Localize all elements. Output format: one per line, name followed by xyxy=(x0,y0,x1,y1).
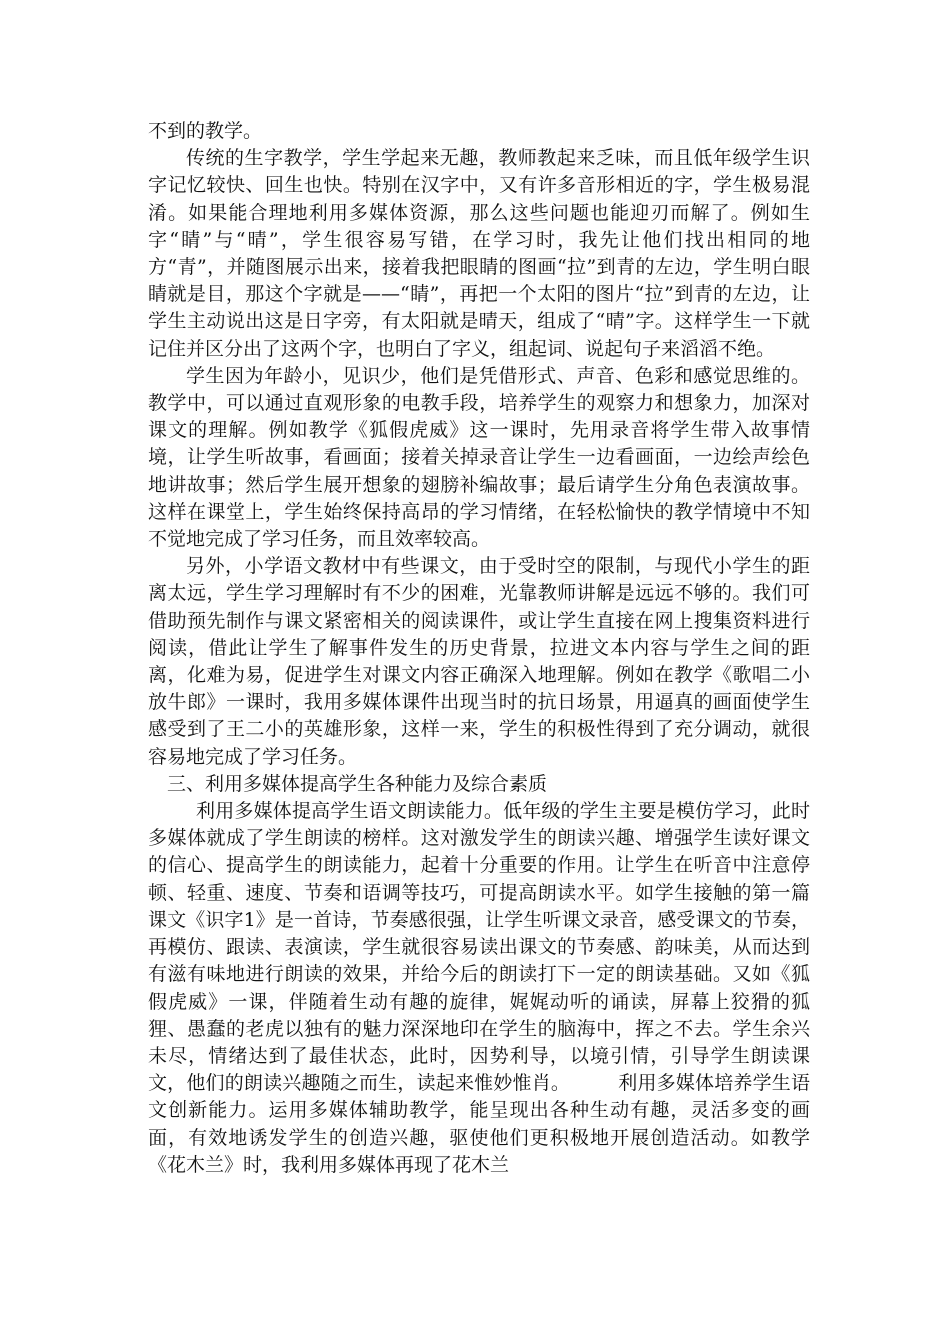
section-heading-three: 三、利用多媒体提高学生各种能力及综合素质 xyxy=(167,772,548,795)
paragraph-continuation: 不到的教学。 xyxy=(148,120,263,142)
paragraph-visual-imagery: 学生因为年龄小，见识少，他们是凭借形式、声音、色彩和感觉思维的。教学中，可以通过直观形象的电教手段，培养学生的观察力和想象力，加深对课文的理解。例如教学《狐假虎威》这一课时，先用录音将学生带入故事情境，让学生听故事，看画面；接着关掉录音让学生一边看画面，一边绘声绘色地讲故事；然后学生展开想象的翅膀补编故事；最后请学生分角色表演故事。这样在课堂上，学生始终保持高昂的学习情绪，在轻松愉快的教学情境中不知不觉地完成了学习任务，而且效率较高。 xyxy=(148,364,810,551)
document-page xyxy=(148,118,810,1179)
paragraph-distance-reading: 另外，小学语文教材中有些课文，由于受时空的限制，与现代小学生的距离太远，学生学习理解时有不少的困难，光靠教师讲解是远远不够的。我们可借助预先制作与课文紧密相关的阅读课件，或让学生直接在网上搜集资料进行阅读，借此让学生了解事件发生的历史背景，拉进文本内容与学生之间的距离，化难为易，促进学生对课文内容正确深入地理解。例如在教学《歌唱二小放牛郎》一课时，我用多媒体课件出现当时的抗日场景，用逼真的画面使学生感受到了王二小的英雄形象，这样一来，学生的积极性得到了充分调动，就很容易地完成了学习任务。 xyxy=(148,555,810,768)
paragraph-reading-ability xyxy=(148,798,810,1179)
creativity-ability-text: 利用多媒体培养学生语文创新能力。运用多媒体辅助教学，能呈现出各种生动有趣，灵活多变的画面，有效地诱发学生的创造兴趣，驱使他们更积极地开展创造活动。如教学《花木兰》时，我利用多媒体再现了花木兰 xyxy=(148,1072,810,1176)
reading-ability-text: 利用多媒体提高学生语文朗读能力。低年级的学生主要是模仿学习，此时多媒体就成了学生朗读的榜样。这对激发学生的朗读兴趣、增强学生读好课文的信心、提高学生的朗读能力，起着十分重要的作用。让学生在听音中注意停顿、轻重、速度、节奏和语调等技巧，可提高朗读水平。如学生接触的第一篇课文《识字1》是一首诗，节奏感很强，让学生听课文录音，感受课文的节奏，再模仿、跟读、表演读，学生就很容易读出课文的节奏感、韵味美，从而达到有滋有味地进行朗读的效果，并给今后的朗读打下一定的朗读基础。又如《狐假虎威》一课，伴随着生动有趣的旋律，娓娓动听的诵读，屏幕上狡猾的狐狸、愚蠢的老虎以独有的魅力深深地印在学生的脑海中，挥之不去。学生余兴未尽，情绪达到了最佳状态，此时，因势利导，以境引情，引导学生朗读课文，他们的朗读兴趣随之而生，读起来惟妙惟肖。 xyxy=(148,800,810,1095)
paragraph-character-teaching: 传统的生字教学，学生学起来无趣，教师教起来乏味，而且低年级学生识字记忆较快、回生也快。特别在汉字中，又有许多音形相近的字，学生极易混淆。如果能合理地利用多媒体资源，那么这些问题也能迎刃而解了。例如生字“睛”与“晴”，学生很容易写错，在学习时，我先让他们找出相同的地方“青”，并随图展示出来，接着我把眼睛的图画“拉”到青的左边，学生明白眼睛就是目，那这个字就是——“睛”，再把一个太阳的图片“拉”到青的左边，让学生主动说出这是日字旁，有太阳就是晴天，组成了“晴”字。这样学生一下就记住并区分出了这两个字，也明白了字义，组起词、说起句子来滔滔不绝。 xyxy=(148,147,810,360)
